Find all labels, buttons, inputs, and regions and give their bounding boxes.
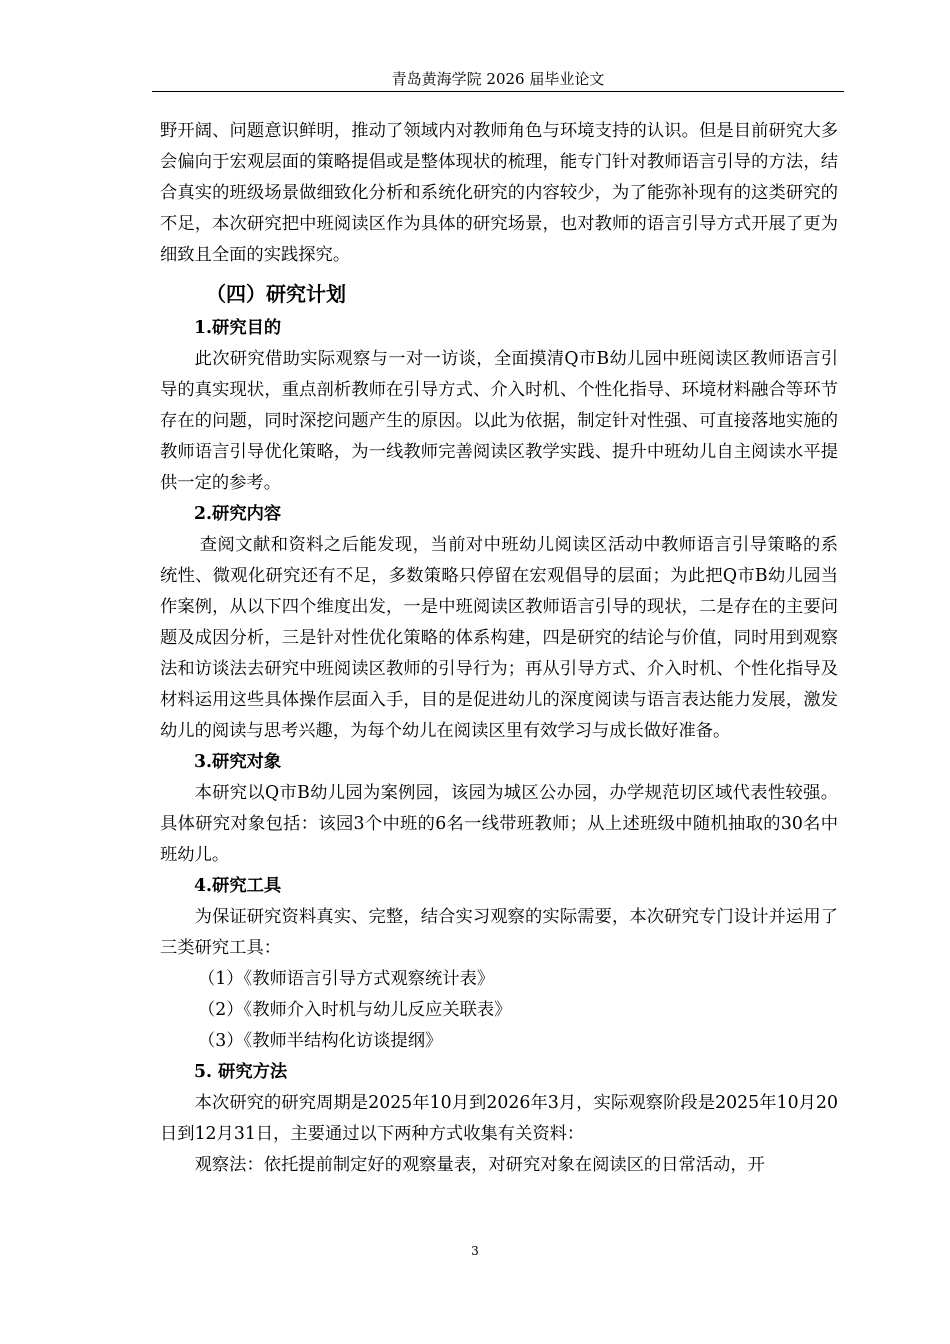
tool-list-item: （2）《教师介入时机与幼儿反应关联表》	[198, 1000, 512, 1020]
header-divider	[152, 91, 844, 92]
tool-list-item: （3）《教师半结构化访谈提纲》	[198, 1031, 443, 1051]
subheading-research-tools: 4.研究工具	[194, 876, 282, 896]
paragraph-continued: 野开阔、问题意识鲜明，推动了领域内对教师角色与环境支持的认识。但是目前研究大多会偏向于宏观层面的策略提倡或是整体现状的梳理，能专门针对教师语言引导的方法，结合真实的班级场景做细致化分析和系统化研究的内容较少，为了能弥补现有的这类研究的不足，本次研究把中班阅读区作为具体的研究场景，也对教师的语言引导方式开展了更为细致且全面的实践探究。	[160, 121, 838, 265]
subheading-research-methods: 5. 研究方法	[194, 1062, 288, 1082]
section-heading-research-plan: （四）研究计划	[206, 282, 346, 306]
paragraph-research-methods: 本次研究的研究周期是2025年10月到2026年3月，实际观察阶段是2025年10月20日到12月31日，主要通过以下两种方式收集有关资料：	[160, 1093, 838, 1144]
page-number: 3	[471, 1244, 479, 1258]
tool-list-item: （1）《教师语言引导方式观察统计表》	[198, 969, 495, 989]
paragraph-research-subjects: 本研究以Q市B幼儿园为案例园，该园为城区公办园，办学规范切区域代表性较强。具体研究对象包括：该园3个中班的6名一线带班教师；从上述班级中随机抽取的30名中班幼儿。	[160, 783, 838, 865]
paragraph-research-tools: 为保证研究资料真实、完整，结合实习观察的实际需要，本次研究专门设计并运用了三类研究工具：	[160, 907, 838, 958]
paragraph-research-purpose: 此次研究借助实际观察与一对一访谈，全面摸清Q市B幼儿园中班阅读区教师语言引导的真实现状，重点剖析教师在引导方式、介入时机、个性化指导、环境材料融合等环节存在的问题，同时深挖问题产生的原因。以此为依据，制定针对性强、可直接落地实施的教师语言引导优化策略，为一线教师完善阅读区教学实践、提升中班幼儿自主阅读水平提供一定的参考。	[160, 349, 838, 493]
subheading-research-content: 2.研究内容	[194, 504, 282, 524]
paragraph-research-content: 查阅文献和资料之后能发现，当前对中班幼儿阅读区活动中教师语言引导策略的系统性、微观化研究还有不足，多数策略只停留在宏观倡导的层面；为此把Q市B幼儿园当作案例，从以下四个维度出发，一是中班阅读区教师语言引导的现状，二是存在的主要问题及成因分析，三是针对性优化策略的体系构建，四是研究的结论与价值，同时用到观察法和访谈法去研究中班阅读区教师的引导行为；再从引导方式、介入时机、个性化指导及材料运用这些具体操作层面入手，目的是促进幼儿的深度阅读与语言表达能力发展，激发幼儿的阅读与思考兴趣，为每个幼儿在阅读区里有效学习与成长做好准备。	[160, 535, 838, 741]
body-text	[160, 116, 838, 1181]
subheading-research-purpose: 1.研究目的	[194, 318, 282, 338]
paragraph-observation-method: 观察法：依托提前制定好的观察量表，对研究对象在阅读区的日常活动，开	[194, 1155, 765, 1175]
subheading-research-subjects: 3.研究对象	[194, 752, 282, 772]
running-header: 青岛黄海学院 2026 届毕业论文	[391, 70, 605, 88]
